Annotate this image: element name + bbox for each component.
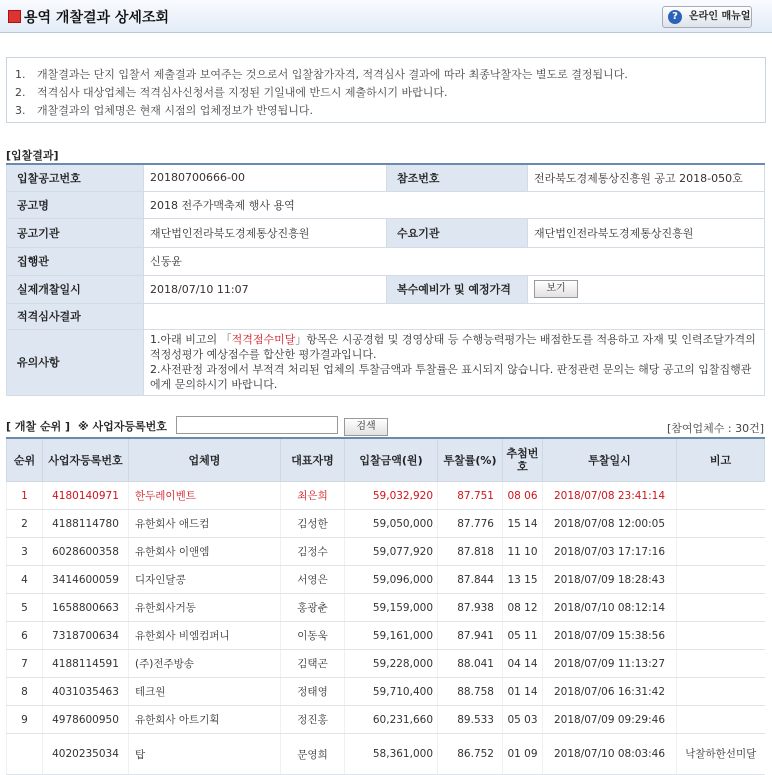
bid-time-cell: 2018/07/09 15:38:56	[543, 622, 677, 650]
draw-no-cell: 15 14	[503, 510, 543, 538]
ceo-cell: 김성한	[281, 510, 345, 538]
ranking-search-row	[6, 417, 764, 435]
rate-cell: 87.818	[438, 538, 503, 566]
rate-cell: 89.533	[438, 706, 503, 734]
table-row	[7, 622, 765, 650]
amount-cell: 58,361,000	[345, 734, 438, 775]
notice-line-2: 2. 적격심사 대상업체는 적격심사신청서를 지정된 기일내에 반드시 제출하시기 바랍니다.	[15, 86, 448, 99]
agency-label: 공고기관	[7, 218, 144, 247]
reg-no-cell: 1658800663	[43, 594, 129, 622]
reg-no-cell: 4031035463	[43, 678, 129, 706]
company-cell: 탑	[129, 734, 281, 775]
qualification-label: 적격심사결과	[7, 303, 144, 329]
col-amount: 입찰금액(원)	[345, 438, 438, 482]
title-bullet-icon	[8, 10, 21, 23]
company-cell: (주)전주방송	[129, 650, 281, 678]
ref-no-value: 전라북도경제통상진흥원 공고 2018-050호	[528, 164, 765, 191]
col-draw-no: 추첨번호	[503, 438, 543, 482]
participant-count: [참여업체수 : 30건]	[666, 422, 764, 435]
reg-no-cell: 4020235034	[43, 734, 129, 775]
draw-no-cell: 13 15	[503, 566, 543, 594]
officer-label: 집행관	[7, 247, 144, 275]
search-button[interactable]: 검색	[344, 418, 388, 436]
draw-no-cell: 05 11	[503, 622, 543, 650]
rate-cell: 86.752	[438, 734, 503, 775]
rate-cell: 87.751	[438, 482, 503, 510]
note-cell	[677, 622, 765, 650]
rate-cell: 88.758	[438, 678, 503, 706]
caution-line-1: 1.아래 비고의 「적격점수미달」항목은 시공경험 및 경영상태 등 수행능력평가는 배점한도를 적용하고 자재 및 인력조달가격의적정성평가 예상점수를 합산한 평가결과입니다.	[150, 333, 756, 361]
col-ceo: 대표자명	[281, 438, 345, 482]
online-manual-button[interactable]	[662, 6, 752, 28]
bid-no-label: 입찰공고번호	[7, 164, 144, 191]
reg-no-cell: 4978600950	[43, 706, 129, 734]
title-bar	[0, 0, 772, 33]
rank-cell: 4	[7, 566, 43, 594]
reg-no-cell: 4188114780	[43, 510, 129, 538]
amount-cell: 59,032,920	[345, 482, 438, 510]
ranking-header-row	[7, 438, 765, 482]
amount-cell: 59,077,920	[345, 538, 438, 566]
amount-cell: 59,710,400	[345, 678, 438, 706]
bid-time-cell: 2018/07/08 23:41:14	[543, 482, 677, 510]
table-row	[7, 706, 765, 734]
result-section-title: [입찰결과]	[6, 149, 59, 162]
rate-cell: 88.041	[438, 650, 503, 678]
note-cell	[677, 566, 765, 594]
price-cell	[528, 275, 765, 303]
view-price-button[interactable]: 보기	[534, 280, 578, 298]
ceo-cell: 정태영	[281, 678, 345, 706]
open-date-label: 실제개찰일시	[7, 275, 144, 303]
col-note: 비고	[677, 438, 765, 482]
table-row	[7, 538, 765, 566]
bid-name-label: 공고명	[7, 191, 144, 218]
company-cell: 한두레이벤트	[129, 482, 281, 510]
ceo-cell: 김택곤	[281, 650, 345, 678]
rank-cell	[7, 734, 43, 775]
company-cell: 디자인달콩	[129, 566, 281, 594]
reg-no-cell: 4188114591	[43, 650, 129, 678]
bid-time-cell: 2018/07/09 09:29:46	[543, 706, 677, 734]
table-row	[7, 594, 765, 622]
qualification-value	[144, 303, 765, 329]
online-manual-label: 온라인 매뉴얼	[689, 11, 751, 22]
ceo-cell: 서영은	[281, 566, 345, 594]
ceo-cell: 문영희	[281, 734, 345, 775]
bid-no-value: 20180700666-00	[144, 164, 387, 191]
bid-time-cell: 2018/07/08 12:00:05	[543, 510, 677, 538]
bid-name-value: 2018 전주가맥축제 행사 용역	[144, 191, 765, 218]
notice-line-1: 1. 개찰결과는 단지 입찰서 제출결과 보여주는 것으로서 입찰참가자격, 적격심사 결과에 따라 최종낙찰자는 별도로 결정됩니다.	[15, 68, 628, 81]
note-cell	[677, 594, 765, 622]
note-cell: 낙찰하한선미달	[677, 734, 765, 775]
draw-no-cell: 08 12	[503, 594, 543, 622]
rank-cell: 3	[7, 538, 43, 566]
draw-no-cell: 01 14	[503, 678, 543, 706]
bid-time-cell: 2018/07/09 11:13:27	[543, 650, 677, 678]
draw-no-cell: 11 10	[503, 538, 543, 566]
caution-value	[144, 329, 765, 395]
rank-cell: 7	[7, 650, 43, 678]
note-cell	[677, 538, 765, 566]
company-cell: 유한회사 이앤엠	[129, 538, 281, 566]
draw-no-cell: 04 14	[503, 650, 543, 678]
reg-no-cell: 6028600358	[43, 538, 129, 566]
demand-agency-value: 재단법인전라북도경제통상진흥원	[528, 218, 765, 247]
bid-info-table	[6, 163, 765, 396]
amount-cell: 60,231,660	[345, 706, 438, 734]
bid-time-cell: 2018/07/06 16:31:42	[543, 678, 677, 706]
ceo-cell: 홍광춘	[281, 594, 345, 622]
amount-cell: 59,050,000	[345, 510, 438, 538]
rank-cell: 2	[7, 510, 43, 538]
ceo-cell: 정진홍	[281, 706, 345, 734]
rate-cell: 87.941	[438, 622, 503, 650]
officer-value: 신동윤	[144, 247, 765, 275]
bid-time-cell: 2018/07/10 08:12:14	[543, 594, 677, 622]
ref-no-label: 참조번호	[387, 164, 528, 191]
ceo-cell: 최은희	[281, 482, 345, 510]
note-cell	[677, 678, 765, 706]
amount-cell: 59,096,000	[345, 566, 438, 594]
reg-no-cell: 3414600059	[43, 566, 129, 594]
caution-line-2: 2.사전판정 과정에서 부적격 처리된 업체의 투찰금액과 투찰률은 표시되지 않습니다. 판정관련 문의는 해당 공고의 입찰집행관에게 문의하시기 바랍니다.	[150, 363, 752, 391]
note-cell	[677, 510, 765, 538]
notice-box	[6, 57, 766, 123]
company-cell: 유한회사거동	[129, 594, 281, 622]
table-row	[7, 482, 765, 510]
open-date-value: 2018/07/10 11:07	[144, 275, 387, 303]
page-title: 용역 개찰결과 상세조회	[24, 10, 169, 26]
qualification-fail-highlight: 적격점수미달	[231, 333, 296, 346]
ranking-table	[6, 437, 765, 775]
note-cell	[677, 706, 765, 734]
notice-line-3: 3. 개찰결과의 업체명은 현재 시점의 업체정보가 반영됩니다.	[15, 104, 314, 117]
company-cell: 유한회사 비엠컴퍼니	[129, 622, 281, 650]
caution-label: 유의사항	[7, 329, 144, 395]
col-rank: 순위	[7, 438, 43, 482]
draw-no-cell: 05 03	[503, 706, 543, 734]
rate-cell: 87.844	[438, 566, 503, 594]
col-company: 업체명	[129, 438, 281, 482]
rank-cell: 8	[7, 678, 43, 706]
col-bid-time: 투찰일시	[543, 438, 677, 482]
bid-time-cell: 2018/07/03 17:17:16	[543, 538, 677, 566]
bid-time-cell: 2018/07/10 08:03:46	[543, 734, 677, 775]
reg-no-cell: 7318700634	[43, 622, 129, 650]
question-icon: ?	[668, 10, 682, 24]
ranking-title: [ 개찰 순위 ]	[6, 420, 71, 433]
ceo-cell: 이동욱	[281, 622, 345, 650]
table-row	[7, 678, 765, 706]
amount-cell: 59,161,000	[345, 622, 438, 650]
rank-cell: 5	[7, 594, 43, 622]
col-reg-no: 사업자등록번호	[43, 438, 129, 482]
demand-agency-label: 수요기관	[387, 218, 528, 247]
table-row	[7, 650, 765, 678]
amount-cell: 59,159,000	[345, 594, 438, 622]
company-cell: 유한회사 애드컴	[129, 510, 281, 538]
agency-value: 재단법인전라북도경제통상진흥원	[144, 218, 387, 247]
ceo-cell: 김정수	[281, 538, 345, 566]
rate-cell: 87.938	[438, 594, 503, 622]
reg-no-cell: 4180140971	[43, 482, 129, 510]
table-row	[7, 566, 765, 594]
reg-no-search-label: ※ 사업자등록번호	[78, 420, 167, 433]
table-row	[7, 734, 765, 775]
note-cell	[677, 650, 765, 678]
note-cell	[677, 482, 765, 510]
col-rate: 투찰률(%)	[438, 438, 503, 482]
rank-cell: 9	[7, 706, 43, 734]
rank-cell: 6	[7, 622, 43, 650]
table-row	[7, 510, 765, 538]
reg-no-search-input[interactable]	[176, 416, 338, 434]
bid-time-cell: 2018/07/09 18:28:43	[543, 566, 677, 594]
amount-cell: 59,228,000	[345, 650, 438, 678]
company-cell: 유한회사 아트기획	[129, 706, 281, 734]
rank-cell: 1	[7, 482, 43, 510]
company-cell: 테크원	[129, 678, 281, 706]
draw-no-cell: 01 09	[503, 734, 543, 775]
rate-cell: 87.776	[438, 510, 503, 538]
draw-no-cell: 08 06	[503, 482, 543, 510]
price-label: 복수예비가 및 예정가격	[387, 275, 528, 303]
